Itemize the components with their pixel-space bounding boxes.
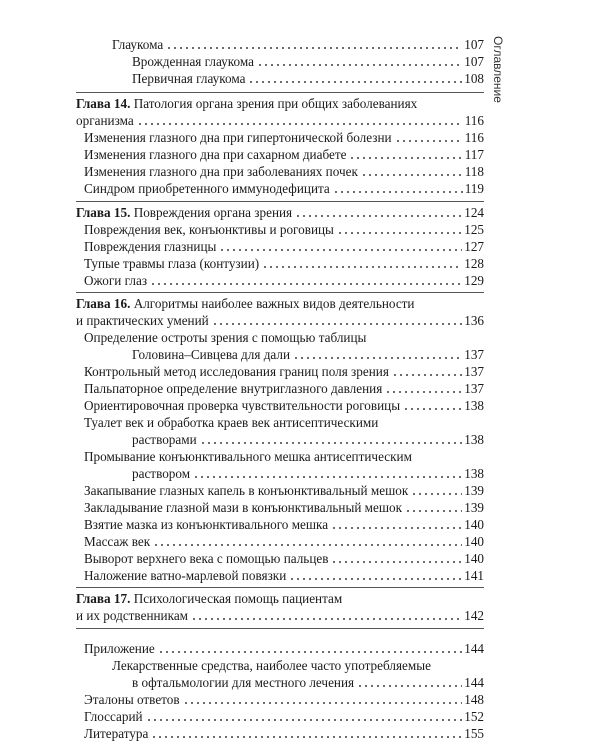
toc-entry[interactable] [84,533,484,550]
toc-entry-title[interactable]: Промывание конъюнктивального мешка антисептическим [84,449,412,464]
toc-entry-title[interactable]: Определение остроты зрения с помощью таблицы [84,330,367,345]
toc-entry-page: 125 [464,222,484,237]
toc-entry-page: 107 [464,37,484,52]
toc-entry-title: Первичная глаукома [132,71,246,86]
toc-entry-page: 142 [464,608,484,623]
toc-entry-page: 137 [464,347,484,362]
toc-entry-title: Закладывание глазной мази в конъюнктивальный мешок [84,500,403,515]
separator [76,201,484,202]
toc-entry[interactable] [84,708,484,725]
toc-entry-title: Тупые травмы глаза (контузии) [84,256,260,271]
dot-leader [411,493,462,495]
toc-entry-page: 140 [464,534,484,549]
toc-entry-page: 140 [464,517,484,532]
toc-entry-page: 128 [464,256,484,271]
toc-entry[interactable] [84,363,484,380]
dot-leader [295,215,462,217]
toc-entry-page: 139 [464,500,484,515]
dot-leader [405,510,462,512]
toc-entry-page: 107 [464,54,484,69]
toc-entry-page: 138 [464,398,484,413]
toc-entry[interactable] [84,272,484,289]
toc-entry-page: 139 [464,483,484,498]
toc-entry-title-cont: Головина–Сивцева для дали [132,347,291,362]
chapter-title-line1: Алгоритмы наиболее важных видов деятельности [133,296,415,311]
toc-entry[interactable] [76,112,484,129]
chapter-title-line2: и их родственникам [76,608,189,623]
toc-entry[interactable] [132,431,484,448]
toc-entry-title: Повреждения век, конъюнктивы и роговицы [84,222,334,237]
toc-entry[interactable] [84,380,484,397]
toc-entry-title: Ожоги глаз [84,273,148,288]
toc-entry-title[interactable]: Лекарственные средства, наиболее часто употребляемые [112,658,431,673]
toc-entry[interactable] [84,238,484,255]
dot-leader [151,736,462,738]
toc-entry-title: Изменения глазного дна при заболеваниях почек [84,164,358,179]
toc-entry-title: Глаукома [112,37,164,52]
toc-entry-page: 124 [464,205,484,220]
toc-entry-title-cont: растворами [132,432,197,447]
separator [76,92,484,93]
toc-entry[interactable] [132,346,484,363]
dot-leader [357,685,462,687]
toc-entry[interactable] [84,255,484,272]
dot-leader [262,266,462,268]
toc-entry-title: Глоссарий [84,709,143,724]
toc-entry-title: Выворот верхнего века с помощью пальцев [84,551,329,566]
dot-leader [361,174,463,176]
chapter-title-line1: Психологическая помощь пациентам [133,591,343,606]
toc-entry[interactable] [84,725,484,742]
dot-leader [349,157,462,159]
toc-entry-title: Взятие мазка из конъюнктивального мешка [84,517,329,532]
dot-leader [385,391,462,393]
toc-entry-title: Синдром приобретенного иммунодефицита [84,181,330,196]
dot-leader [183,702,463,704]
toc-entry-title: Литература [84,726,149,741]
chapter-title-line2: организма [76,113,134,128]
toc-entry-title: Закапывание глазных капель в конъюнктивальный мешок [84,483,409,498]
toc-entry-page: 119 [464,181,484,196]
toc-entry[interactable] [84,482,484,499]
toc-entry-page: 129 [464,273,484,288]
toc-entry-title: Эталоны ответов [84,692,180,707]
dot-leader [333,191,463,193]
chapter-label: Глава 14. [76,96,131,111]
toc-entry-page: 137 [464,381,484,396]
toc-entry[interactable] [84,221,484,238]
toc-entry-page: 127 [464,239,484,254]
chapter-label: Глава 17. [76,591,131,606]
toc-entry[interactable] [84,516,484,533]
toc-entry-page: 138 [464,466,484,481]
toc-entry-title: Контрольный метод исследования границ поля зрения [84,364,389,379]
dot-leader [392,374,462,376]
dot-leader [289,578,462,580]
toc-entry-page: 116 [464,130,484,145]
chapter-title-line2: и практических умений [76,313,209,328]
dot-leader [219,249,462,251]
toc-entry-page: 152 [464,709,484,724]
toc-entry[interactable] [76,312,484,329]
toc-entry-page: 141 [464,568,484,583]
dot-leader [293,357,462,359]
toc-entry-title: Врожденная глаукома [132,54,254,69]
toc-entry[interactable] [132,53,484,70]
toc-entry-title-cont: раствором [132,466,191,481]
toc-entry-page: 117 [464,147,484,162]
toc-entry[interactable] [84,640,484,657]
separator [76,628,484,629]
dot-leader [257,64,462,66]
dot-leader [200,442,463,444]
toc-entry-page: 138 [464,432,484,447]
toc-entry-title[interactable]: Туалет век и обработка краев век антисептическими [84,415,379,430]
chapter-label: Глава 15. [76,205,131,220]
toc-entry-title: Изменения глазного дна при сахарном диабете [84,147,347,162]
dot-leader [337,232,462,234]
toc-entry-page: 148 [464,692,484,707]
toc-entry[interactable] [84,499,484,516]
dot-leader [193,476,462,478]
toc-entry-page: 155 [464,726,484,741]
toc-entry[interactable] [132,70,484,87]
chapter-heading[interactable] [76,204,484,221]
toc-entry-title: Наложение ватно-марлевой повязки [84,568,287,583]
toc-entry-page: 144 [464,675,484,690]
toc-entry[interactable] [132,674,484,691]
dot-leader [158,651,462,653]
dot-leader [395,140,463,142]
dot-leader [150,283,462,285]
toc-entry[interactable] [84,567,484,584]
toc-entry[interactable] [84,129,484,146]
dot-leader [191,618,462,620]
running-header: Оглавление [491,36,505,103]
dot-leader [166,47,462,49]
toc-entry-page: 140 [464,551,484,566]
dot-leader [403,408,462,410]
toc-entry[interactable] [84,180,484,197]
toc-entry-title: Повреждения глазницы [84,239,217,254]
toc-entry[interactable] [84,163,484,180]
toc-entry[interactable] [112,36,484,53]
chapter-heading[interactable] [76,295,415,312]
chapter-heading[interactable] [76,590,342,607]
chapter-label: Глава 16. [76,296,131,311]
dot-leader [331,527,462,529]
toc-entry-page: 137 [464,364,484,379]
dot-leader [137,123,463,125]
toc-entry-title: Изменения глазного дна при гипертонической болезни [84,130,392,145]
toc-entry[interactable] [84,146,484,163]
dot-leader [153,544,462,546]
dot-leader [331,561,462,563]
toc-entry-page: 118 [464,164,484,179]
toc-entry-page: 144 [464,641,484,656]
dot-leader [146,719,463,721]
toc-entry[interactable] [84,397,484,414]
toc-entry-page: 108 [464,71,484,86]
toc-entry-title: Массаж век [84,534,151,549]
toc-entry[interactable] [76,607,484,624]
chapter-heading[interactable] [76,95,417,112]
separator [76,292,484,293]
toc-entry-title-cont: в офтальмологии для местного лечения [132,675,355,690]
separator [76,587,484,588]
toc-entry[interactable] [132,465,484,482]
dot-leader [212,323,462,325]
toc-entry-title: Пальпаторное определение внутриглазного давления [84,381,383,396]
toc-entry-page: 136 [464,313,484,328]
chapter-title: Повреждения органа зрения [133,205,293,220]
dot-leader [248,81,462,83]
toc-entry[interactable] [84,691,484,708]
toc-entry[interactable] [84,550,484,567]
toc-entry-page: 116 [464,113,484,128]
toc-entry-title: Приложение [84,641,155,656]
toc-entry-title: Ориентировочная проверка чувствительности роговицы [84,398,401,413]
chapter-title-line1: Патология органа зрения при общих заболеваниях [133,96,418,111]
